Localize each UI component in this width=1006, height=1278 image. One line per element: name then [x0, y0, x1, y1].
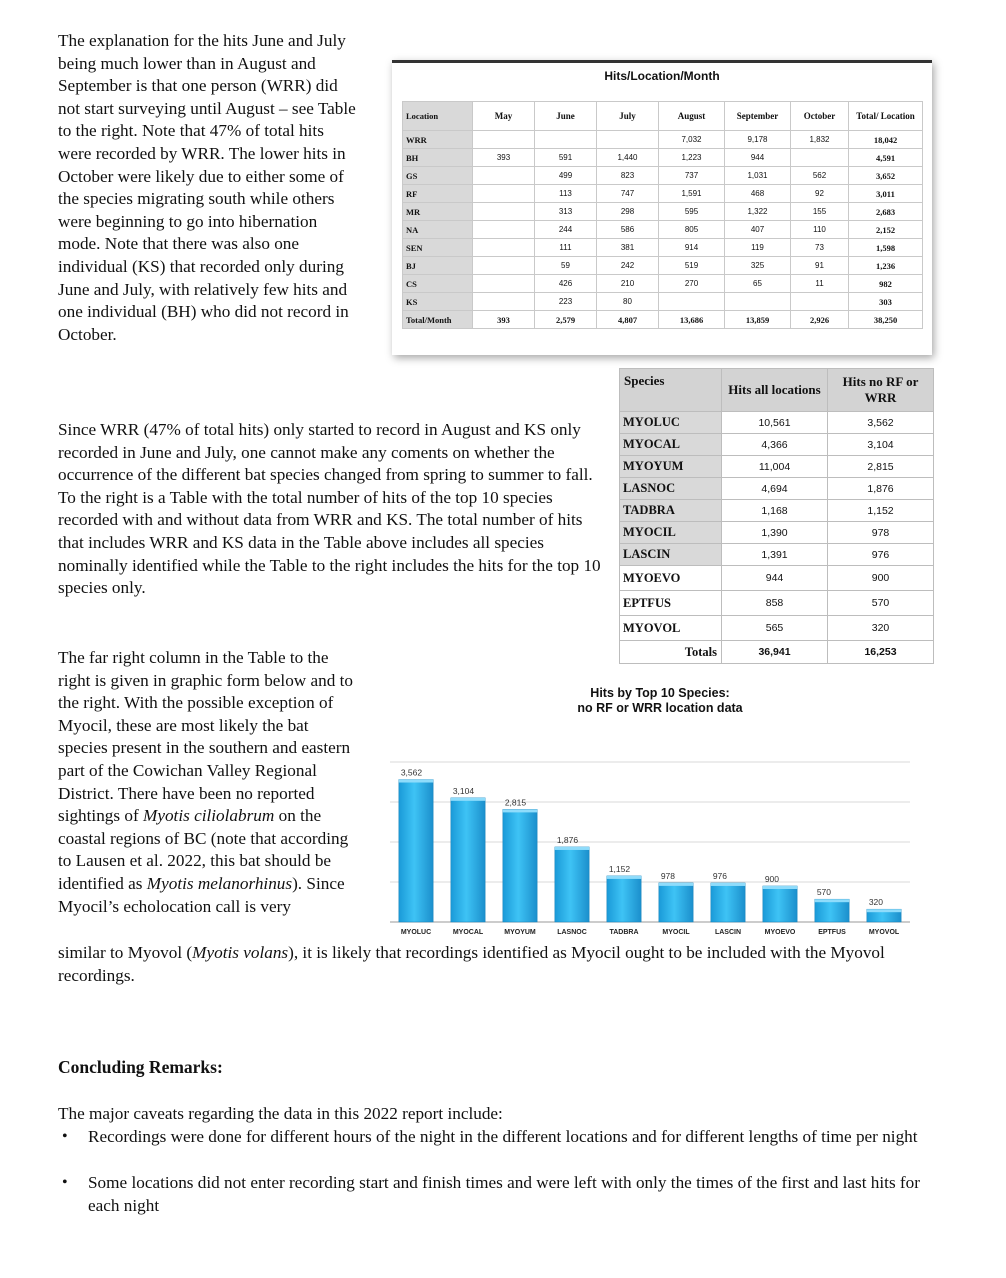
- species-code-cell: MYOCIL: [620, 522, 722, 544]
- hits-cell: 244: [535, 221, 597, 239]
- caveats-intro: The major caveats regarding the data in this 2022 report include:: [58, 1104, 503, 1123]
- hits-cell: 1,031: [725, 167, 791, 185]
- hits-no-rf-wrr-cell: 1,152: [828, 500, 934, 522]
- bar-myocil: [659, 883, 693, 922]
- location-cell: KS: [403, 293, 473, 311]
- hits-cell: 468: [725, 185, 791, 203]
- bar-value-label: 570: [816, 887, 832, 898]
- hits-no-rf-wrr-cell: 320: [828, 616, 934, 641]
- para3-species-ciliolabrum: Myotis ciliolabrum: [143, 806, 275, 826]
- species-code-cell: TADBRA: [620, 500, 722, 522]
- total-location-cell: 1,598: [849, 239, 923, 257]
- hits-cell: 1,832: [791, 131, 849, 149]
- hits-cell: [791, 149, 849, 167]
- hits-cell: 426: [535, 275, 597, 293]
- total-hits-all: 36,941: [722, 641, 828, 664]
- category-tick-label: MYOLUC: [400, 929, 432, 936]
- location-cell: CS: [403, 275, 473, 293]
- location-cell: SEN: [403, 239, 473, 257]
- species-hits-table: [619, 368, 934, 664]
- category-tick-label: MYOCIL: [662, 929, 690, 936]
- paragraph-3-continuation: [58, 942, 958, 987]
- hits-table-row: [403, 257, 923, 275]
- hits-all-cell: 1,391: [722, 544, 828, 566]
- total-location-cell: 38,250: [849, 311, 923, 329]
- bar-top-tadbra: [607, 876, 641, 879]
- para3-species-volans: Myotis volans: [192, 943, 289, 962]
- hits-cell: 223: [535, 293, 597, 311]
- hits-no-rf-wrr-cell: 976: [828, 544, 934, 566]
- hits-all-cell: 11,004: [722, 456, 828, 478]
- total-location-cell: 982: [849, 275, 923, 293]
- hits-all-cell: 565: [722, 616, 828, 641]
- hits-table-row: [403, 239, 923, 257]
- caveat-bullet-1: Recordings were done for different hours of the night in the different locations and for different lengths of time per night: [88, 1127, 918, 1146]
- hits-cell: [473, 203, 535, 221]
- bar-top-myoluc: [399, 780, 433, 783]
- hits-cell: 325: [725, 257, 791, 275]
- species-code-cell: EPTFUS: [620, 591, 722, 616]
- hits-no-rf-wrr-cell: 2,815: [828, 456, 934, 478]
- header-hits-no-rf-wrr: Hits no RF or WRR: [828, 369, 934, 412]
- hits-cell: 914: [659, 239, 725, 257]
- header-location: Location: [403, 102, 473, 131]
- bar-value-label: 978: [660, 870, 676, 881]
- hits-cell: 393: [473, 149, 535, 167]
- hits-cell: 298: [597, 203, 659, 221]
- species-table-row: [620, 478, 934, 500]
- hits-cell: [473, 239, 535, 257]
- caveat-bullet-2: Some locations did not enter recording start and finish times and were left with only the times of the first and last hits for each night: [88, 1173, 920, 1215]
- bar-value-label: 1,152: [608, 863, 631, 874]
- total-location-cell: 18,042: [849, 131, 923, 149]
- header-august: August: [659, 102, 725, 131]
- para3-part-a: The far right column in the Table to the right is given in graphic form below and to the right. With the possible exception of Myocil, these are most likely the bat species present in the southern and eastern part of the Cowichan Valley Regional District. There have been no reported sightings of: [58, 648, 353, 826]
- header-september: September: [725, 102, 791, 131]
- hits-cell: 2,926: [791, 311, 849, 329]
- species-table-row: [620, 456, 934, 478]
- bar-value-label: 976: [712, 870, 728, 881]
- hits-cell: 65: [725, 275, 791, 293]
- bar-top-lasnoc: [555, 847, 589, 850]
- hits-cell: 313: [535, 203, 597, 221]
- para3-part-c: on the coastal regions of BC (note that according to Lausen et al. 2022, this bat should be identified as: [58, 806, 349, 893]
- paragraph-1-text: The explanation for the hits June and July being much lower than in August and September is that one person (WRR) did not start surveying until August – see Table to the right. Note that 47% of total hits were recorded by WRR. The lower hits in October were likely due to either some of the species migrating south while others were beginning to go into hibernation mode. Note that there was also one individual (KS) that recorded only during June and July, with relatively few hits and one individual (BH) who did not record in October.: [58, 31, 356, 344]
- species-code-cell: MYOYUM: [620, 456, 722, 478]
- chart-title-line-1: Hits by Top 10 Species:: [590, 686, 730, 700]
- location-cell: BH: [403, 149, 473, 167]
- hits-cell: 944: [725, 149, 791, 167]
- hits-location-month-table: [402, 101, 923, 329]
- hits-cell: 499: [535, 167, 597, 185]
- category-tick-label: MYOCAL: [452, 929, 484, 936]
- total-location-cell: 3,652: [849, 167, 923, 185]
- category-tick-label: LASCIN: [714, 929, 742, 936]
- bar-myocal: [451, 798, 485, 922]
- location-cell: RF: [403, 185, 473, 203]
- hits-cell: 210: [597, 275, 659, 293]
- bar-value-label: 320: [868, 897, 884, 908]
- bar-top-lascin: [711, 883, 745, 886]
- hits-cell: [473, 275, 535, 293]
- header-june: June: [535, 102, 597, 131]
- paragraph-hits-explanation: [58, 30, 360, 346]
- hits-table-row: [403, 185, 923, 203]
- bullet-2-marker: •: [62, 1174, 68, 1191]
- bar-top-myovol: [867, 909, 901, 912]
- location-cell: WRR: [403, 131, 473, 149]
- hits-cell: 407: [725, 221, 791, 239]
- hits-no-rf-wrr-cell: 570: [828, 591, 934, 616]
- hits-cell: 519: [659, 257, 725, 275]
- hits-cell: 113: [535, 185, 597, 203]
- chart-title: [560, 686, 760, 716]
- paragraph-2-text: Since WRR (47% of total hits) only started to record in August and KS only recorded in June and July, one cannot make any coments on whether the occurrence of the different bat species changed from spring to summer to fall. To the right is a Table with the total number of hits of the top 10 species recorded with and without data from WRR and KS. The total number of hits that includes WRR and KS data in the Table above includes all species nominally identified while the Table to the right includes the hits for the top 10 species only.: [58, 420, 601, 598]
- hits-cell: 270: [659, 275, 725, 293]
- paragraph-3-continuation-text: [58, 942, 958, 987]
- para3-part-e-tail: similar to Myovol (: [58, 943, 193, 962]
- category-tick-label: MYOYUM: [504, 929, 536, 936]
- species-code-cell: LASNOC: [620, 478, 722, 500]
- chart-title-line-2: no RF or WRR location data: [577, 701, 743, 715]
- hits-cell: 595: [659, 203, 725, 221]
- bar-eptfus: [815, 899, 849, 922]
- hits-all-cell: 4,366: [722, 434, 828, 456]
- species-table-row: [620, 566, 934, 591]
- hits-table-title: Hits/Location/Month: [604, 69, 720, 83]
- totals-label: Totals: [620, 641, 722, 664]
- paragraph-3-text: [58, 647, 358, 918]
- hits-all-cell: 944: [722, 566, 828, 591]
- hits-cell: 110: [791, 221, 849, 239]
- hits-cell: [473, 131, 535, 149]
- hits-cell: 591: [535, 149, 597, 167]
- bar-top-myoevo: [763, 886, 797, 889]
- hits-cell: 92: [791, 185, 849, 203]
- para3-part-e: ). Since Myocil’s echolocation call is very: [58, 873, 345, 916]
- species-table-row: [620, 500, 934, 522]
- hits-cell: [659, 293, 725, 311]
- hits-cell: 1,591: [659, 185, 725, 203]
- hits-table-row: [403, 131, 923, 149]
- header-october: October: [791, 102, 849, 131]
- hits-all-cell: 4,694: [722, 478, 828, 500]
- species-code-cell: MYOCAL: [620, 434, 722, 456]
- hits-cell: 7,032: [659, 131, 725, 149]
- header-hits-all-locations: Hits all locations: [722, 369, 828, 412]
- hits-table-row: [403, 275, 923, 293]
- hits-table-row: [403, 221, 923, 239]
- species-code-cell: LASCIN: [620, 544, 722, 566]
- total-hits-no-rf-wrr: 16,253: [828, 641, 934, 664]
- hits-cell: [597, 131, 659, 149]
- species-code-cell: MYOVOL: [620, 616, 722, 641]
- species-table-row: [620, 616, 934, 641]
- hits-location-month-table-card: [392, 60, 932, 355]
- bar-value-label: 3,104: [452, 785, 475, 796]
- hits-cell: 381: [597, 239, 659, 257]
- hits-cell: 1,322: [725, 203, 791, 221]
- total-location-cell: 1,236: [849, 257, 923, 275]
- species-table-row: [620, 412, 934, 434]
- hits-cell: 91: [791, 257, 849, 275]
- bar-lasnoc: [555, 847, 589, 922]
- bar-value-label: 3,562: [400, 767, 423, 778]
- category-tick-label: TADBRA: [609, 929, 639, 936]
- hits-all-cell: 858: [722, 591, 828, 616]
- hits-table-row: [403, 293, 923, 311]
- hits-cell: [535, 131, 597, 149]
- hits-cell: [473, 257, 535, 275]
- hits-no-rf-wrr-cell: 1,876: [828, 478, 934, 500]
- location-cell: GS: [403, 167, 473, 185]
- hits-table-row: [403, 149, 923, 167]
- location-cell: BJ: [403, 257, 473, 275]
- hits-no-rf-wrr-cell: 3,104: [828, 434, 934, 456]
- hits-all-cell: 1,168: [722, 500, 828, 522]
- hits-cell: 119: [725, 239, 791, 257]
- hits-cell: 562: [791, 167, 849, 185]
- hits-table-header-row: [403, 102, 923, 131]
- bar-myoluc: [399, 780, 433, 922]
- bar-value-label: 2,815: [504, 797, 527, 808]
- hits-cell: 155: [791, 203, 849, 221]
- hits-cell: 59: [535, 257, 597, 275]
- hits-cell: 11: [791, 275, 849, 293]
- para3-part-g: ), it is likely that recordings identified as Myocil ought to be included with the Myovol recordings.: [58, 943, 885, 985]
- hits-cell: [791, 293, 849, 311]
- hits-cell: 2,579: [535, 311, 597, 329]
- bar-value-label: 900: [764, 874, 780, 884]
- hits-cell: 111: [535, 239, 597, 257]
- hits-cell: 805: [659, 221, 725, 239]
- hits-no-rf-wrr-cell: 3,562: [828, 412, 934, 434]
- hits-cell: [473, 221, 535, 239]
- species-code-cell: MYOEVO: [620, 566, 722, 591]
- hits-cell: 13,859: [725, 311, 791, 329]
- hits-cell: 1,223: [659, 149, 725, 167]
- bar-top-myocil: [659, 883, 693, 886]
- header-may: May: [473, 102, 535, 131]
- hits-cell: 1,440: [597, 149, 659, 167]
- species-table-row: [620, 434, 934, 456]
- hits-table-row: [403, 167, 923, 185]
- hits-cell: 242: [597, 257, 659, 275]
- header-species: Species: [620, 369, 722, 412]
- category-tick-label: MYOEVO: [764, 929, 796, 936]
- hits-cell: 737: [659, 167, 725, 185]
- hits-cell: 9,178: [725, 131, 791, 149]
- species-table-header-row: [620, 369, 934, 412]
- paragraph-wrr-ks-explanation: [58, 419, 606, 600]
- location-cell: NA: [403, 221, 473, 239]
- hits-all-cell: 1,390: [722, 522, 828, 544]
- bar-lascin: [711, 883, 745, 922]
- bullet-1-marker: •: [62, 1128, 68, 1145]
- category-tick-label: EPTFUS: [818, 929, 846, 936]
- hits-cell: 73: [791, 239, 849, 257]
- hits-cell: 747: [597, 185, 659, 203]
- total-location-cell: 4,591: [849, 149, 923, 167]
- hits-cell: 586: [597, 221, 659, 239]
- hits-cell: [473, 185, 535, 203]
- concluding-remarks-heading: Concluding Remarks:: [58, 1057, 223, 1077]
- bar-value-label: 1,876: [556, 834, 579, 845]
- species-table-row: [620, 591, 934, 616]
- total-location-cell: 303: [849, 293, 923, 311]
- bar-top-myocal: [451, 798, 485, 801]
- category-tick-label: MYOVOL: [868, 929, 900, 936]
- hits-cell: [473, 167, 535, 185]
- bar-tadbra: [607, 876, 641, 922]
- hits-no-rf-wrr-cell: 900: [828, 566, 934, 591]
- header-july: July: [597, 102, 659, 131]
- bar-top-eptfus: [815, 899, 849, 902]
- bar-myoyum: [503, 809, 537, 922]
- species-code-cell: MYOLUC: [620, 412, 722, 434]
- header-total-location: Total/ Location: [849, 102, 923, 131]
- hits-table-row: [403, 311, 923, 329]
- para3-species-melanorhinus: Myotis melanorhinus: [146, 873, 293, 893]
- hits-all-cell: 10,561: [722, 412, 828, 434]
- total-location-cell: 3,011: [849, 185, 923, 203]
- hits-cell: 393: [473, 311, 535, 329]
- bar-top-myoyum: [503, 809, 537, 812]
- hits-cell: [725, 293, 791, 311]
- hits-cell: 13,686: [659, 311, 725, 329]
- hits-cell: 80: [597, 293, 659, 311]
- location-cell: MR: [403, 203, 473, 221]
- bar-myoevo: [763, 886, 797, 922]
- category-tick-label: LASNOC: [557, 929, 587, 936]
- hits-cell: 823: [597, 167, 659, 185]
- location-cell: Total/Month: [403, 311, 473, 329]
- total-location-cell: 2,683: [849, 203, 923, 221]
- top10-species-bar-chart: [372, 750, 932, 942]
- species-table-row: [620, 522, 934, 544]
- hits-table-row: [403, 203, 923, 221]
- total-location-cell: 2,152: [849, 221, 923, 239]
- hits-no-rf-wrr-cell: 978: [828, 522, 934, 544]
- species-table-row: [620, 544, 934, 566]
- hits-cell: 4,807: [597, 311, 659, 329]
- hits-cell: [473, 293, 535, 311]
